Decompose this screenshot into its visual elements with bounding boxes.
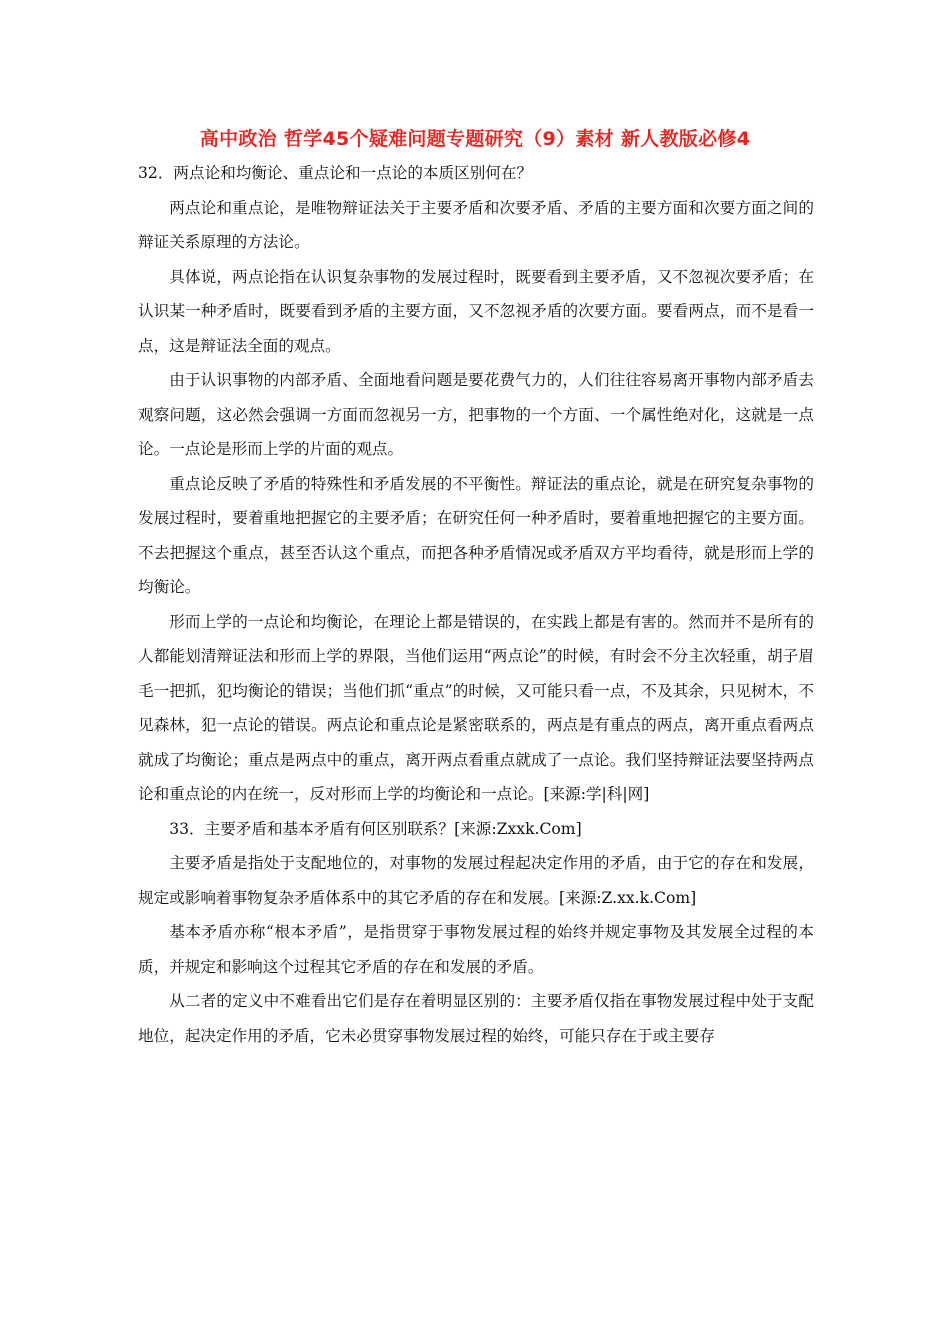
question-32-heading: 32．两点论和均衡论、重点论和一点论的本质区别何在？ (138, 164, 533, 182)
paragraph: 重点论反映了矛盾的特殊性和矛盾发展的不平衡性。辩证法的重点论，就是在研究复杂事物的发展过程时，要着重地把握它的主要矛盾；在研究任何一种矛盾时，要着重地把握它的主要方面。不去把握这个重点，甚至否认这个重点，而把各种矛盾情况或矛盾双方平均看待，就是形而上学的均衡论。 (138, 474, 814, 596)
paragraph: 形而上学的一点论和均衡论，在理论上都是错误的，在实践上都是有害的。然而并不是所有的人都能划清辩证法和形而上学的界限，当他们运用“两点论”的时候，有时会不分主次轻重，胡子眉毛一把抓，犯均衡论的错误；当他们抓“重点”的时候，又可能只看一点，不及其余，只见树木，不见森林，犯一点论的错误。两点论和重点论是紧密联系的，两点是有重点的两点，离开重点看两点就成了均衡论；重点是两点中的重点，离开两点看重点就成了一点论。我们坚持辩证法要坚持两点论和重点论的内在统一，反对形而上学的均衡论和一点论。[来源:学|科|网] (138, 612, 814, 803)
paragraph: 两点论和重点论，是唯物辩证法关于主要矛盾和次要矛盾、矛盾的主要方面和次要方面之间的辩证关系原理的方法论。 (138, 198, 814, 251)
paragraph: 具体说，两点论指在认识复杂事物的发展过程时，既要看到主要矛盾，又不忽视次要矛盾；在认识某一种矛盾时，既要看到矛盾的主要方面，又不忽视矛盾的次要方面。要看两点，而不是看一点，这是辩证法全面的观点。 (138, 267, 814, 355)
document-body (138, 156, 814, 1053)
paragraph: 基本矛盾亦称“根本矛盾”，是指贯穿于事物发展过程的始终并规定事物及其发展全过程的本质，并规定和影响这个过程其它矛盾的存在和发展的矛盾。 (138, 923, 814, 976)
paragraph: 由于认识事物的内部矛盾、全面地看问题是要花费气力的，人们往往容易离开事物内部矛盾去观察问题，这必然会强调一方面而忽视另一方，把事物的一个方面、一个属性绝对化，这就是一点论。一点论是形而上学的片面的观点。 (138, 371, 814, 458)
document-title: 高中政治 哲学45个疑难问题专题研究（9）素材 新人教版必修4 (199, 128, 751, 150)
paragraph: 主要矛盾是指处于支配地位的，对事物的发展过程起决定作用的矛盾，由于它的存在和发展，规定或影响着事物复杂矛盾体系中的其它矛盾的存在和发展。[来源:Z.xx.k.Com] (138, 854, 814, 907)
paragraph: 从二者的定义中不难看出它们是存在着明显区别的：主要矛盾仅指在事物发展过程中处于支配地位，起决定作用的矛盾，它未必贯穿事物发展过程的始终，可能只存在于或主要存 (138, 992, 814, 1045)
question-33-heading: 33．主要矛盾和基本矛盾有何区别联系？[来源:Zxxk.Com] (169, 819, 582, 838)
